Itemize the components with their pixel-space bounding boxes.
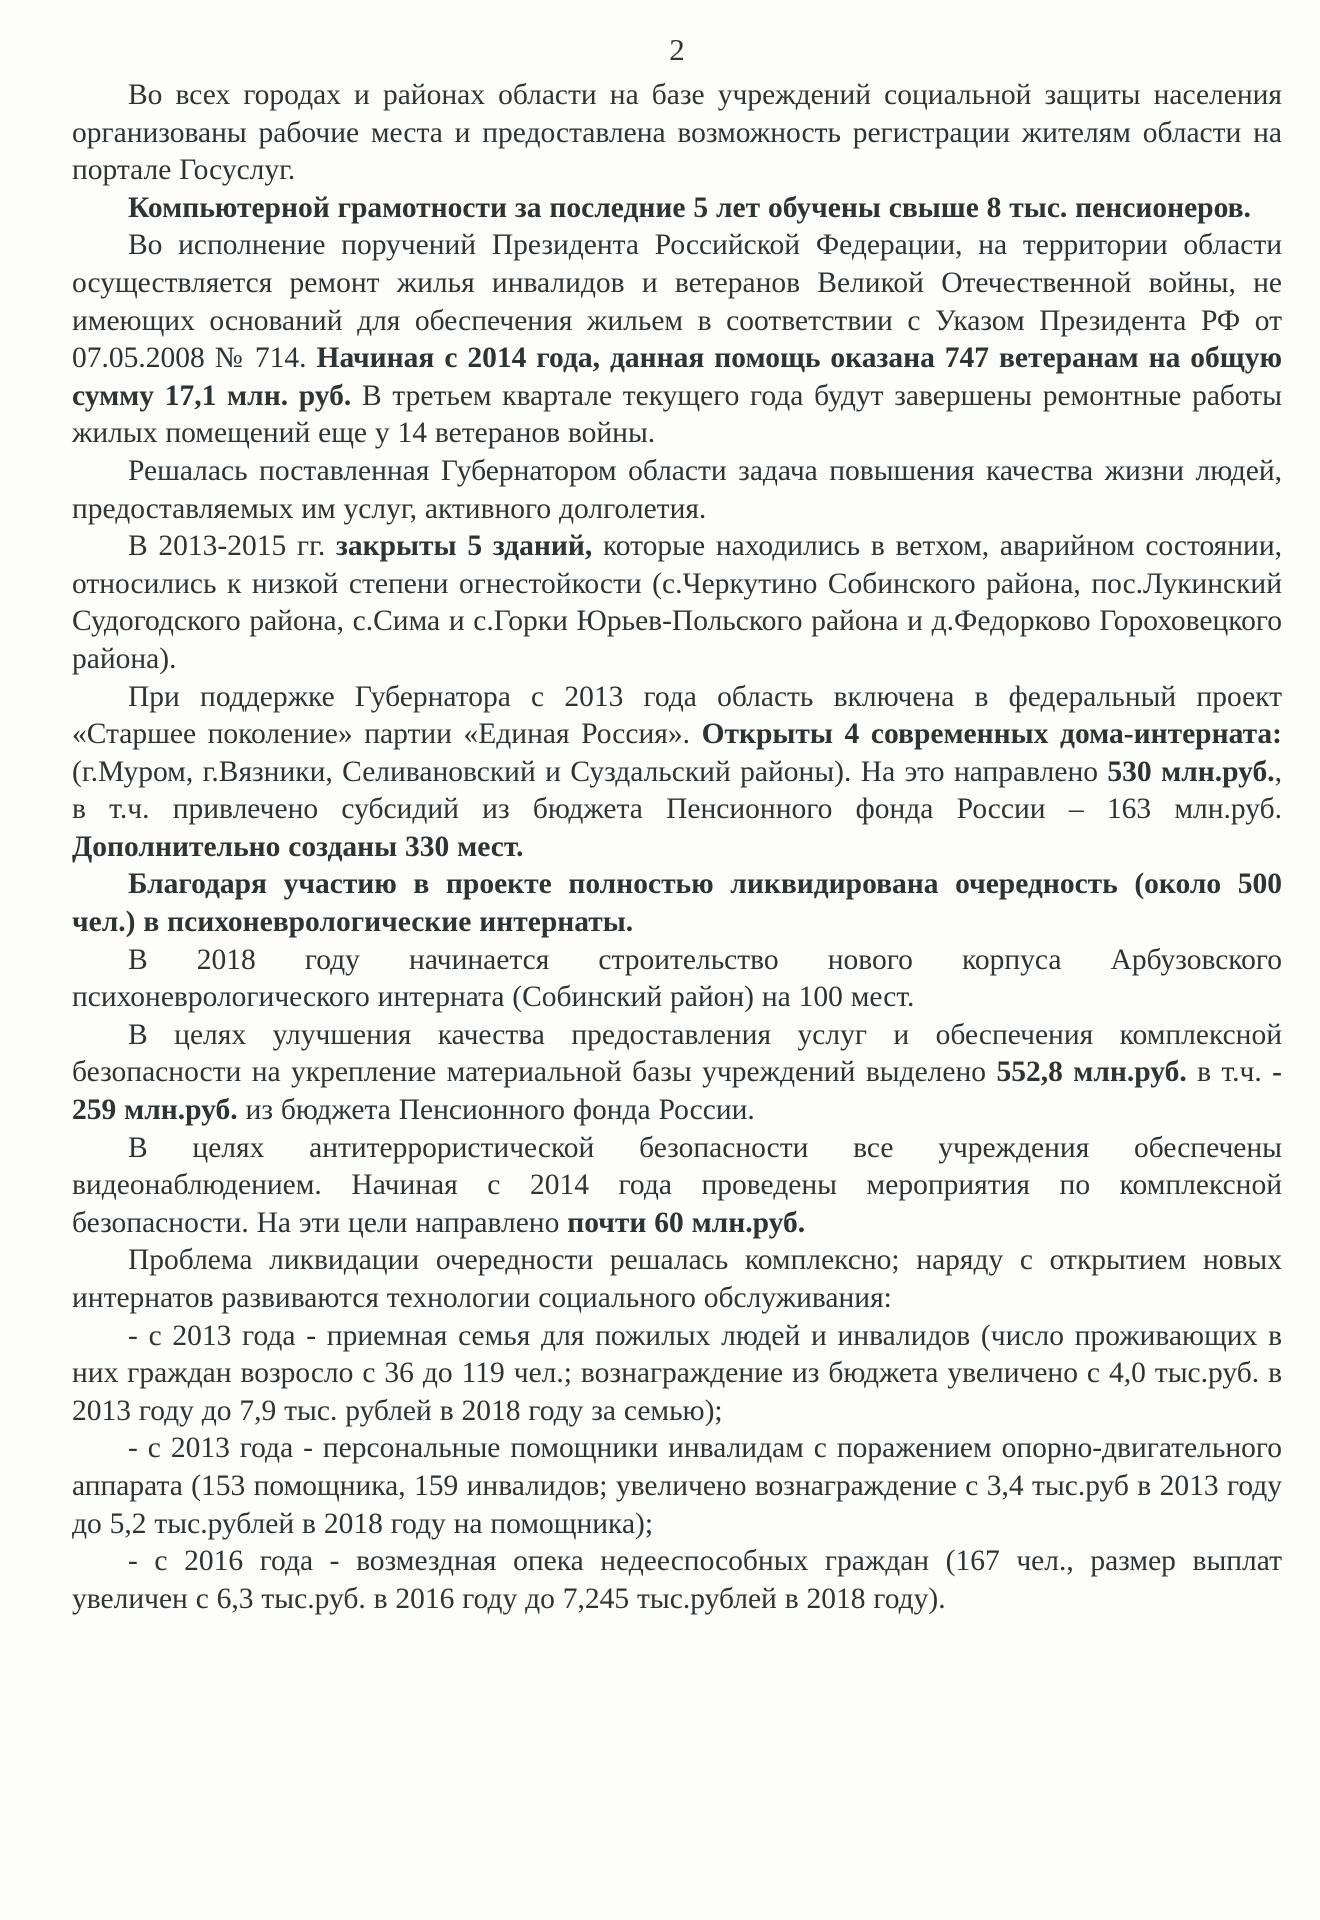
bold-text-segment: Открыты 4 современных дома-интерната: — [701, 718, 1282, 751]
paragraph-11 — [72, 1242, 1282, 1317]
paragraph-2 — [72, 190, 1282, 228]
text-segment: В третьем квартале текущего года будут завершены ремонтные работы жилых помещений еще у 14 ветеранов войны. — [72, 379, 1282, 450]
text-segment: В 2018 году начинается строительство нового корпуса Арбузовского психоневрологического интерната (Собинский район) на 100 мест. — [72, 943, 1282, 1014]
text-segment: В 2013-2015 гг. — [128, 530, 337, 563]
text-segment: (г.Муром, г.Вязники, Селивановский и Суздальский районы). На это направлено — [72, 755, 1108, 788]
bold-text-segment: закрыты 5 зданий, — [336, 530, 593, 563]
paragraph-5 — [72, 528, 1282, 678]
text-segment: в т.ч. — [1186, 1056, 1273, 1089]
document-body — [72, 77, 1282, 1618]
text-segment: Проблема ликвидации очередности решалась комплексно; наряду с открытием новых интернатов развиваются технологии социального обслуживания: — [72, 1244, 1282, 1314]
page-number: 2 — [669, 32, 685, 67]
paragraph-13 — [72, 1430, 1282, 1543]
bold-text-segment: 552,8 млн.руб. — [996, 1056, 1187, 1089]
text-segment: которые находились в ветхом, аварийном состоянии, относились к низкой степени огнестойкости (с.Черкутино Собинского района, пос.Лукинский Судогодского района, с.Сима и с.Горки Юрьев-Польского района и д.Федорково Гороховецкого района). — [72, 530, 1282, 675]
paragraph-7 — [72, 866, 1282, 941]
paragraph-9 — [72, 1017, 1282, 1130]
bold-text-segment: почти 60 млн.руб. — [567, 1206, 806, 1239]
text-segment: При поддержке Губернатора с 2013 года область включена в федеральный проект «Старшее поколение» партии «Единая Россия». — [72, 680, 1282, 751]
bold-text-segment: Дополнительно созданы 330 мест. — [72, 830, 524, 863]
bold-text-segment: - 259 млн.руб. — [72, 1056, 1282, 1127]
bold-text-segment: Благодаря участию в проекте полностью ликвидирована очередность (около 500 чел.) в психоневрологические интернаты. — [72, 868, 1282, 939]
bold-text-segment: 530 млн.руб. — [1107, 755, 1275, 788]
bold-text-segment: Начиная с 2014 года, данная помощь оказана 747 ветеранам на общую сумму 17,1 млн. руб. — [72, 342, 1282, 412]
paragraph-10 — [72, 1130, 1282, 1243]
text-segment: Во всех городах и районах области на базе учреждений социальной защиты населения организованы рабочие места и предоставлена возможность регистрации жителям области на портале Госуслуг. — [72, 79, 1282, 187]
paragraph-4 — [72, 453, 1282, 528]
text-segment: В целях улучшения качества предоставления услуг и обеспечения комплексной безопасности на укрепление материальной базы учреждений выделено — [72, 1018, 1282, 1089]
paragraph-1 — [72, 77, 1282, 190]
paragraph-8 — [72, 942, 1282, 1017]
text-segment: В целях антитеррористической безопасности все учреждения обеспечены видеонаблюдением. Начиная с 2014 года проведены мероприятия по комплексной безопасности. На эти цели направлено — [72, 1131, 1282, 1239]
text-segment: Во исполнение поручений Президента Российской Федерации, на территории области осуществляется ремонт жилья инвалидов и ветеранов Великой Отечественной войны, не имеющих оснований для обеспечения жильем в соответствии с Указом Президента РФ от 07.05.2008 № 714. — [72, 229, 1282, 375]
paragraph-6 — [72, 679, 1282, 867]
paragraph-12 — [72, 1318, 1282, 1431]
text-segment: из бюджета Пенсионного фонда России. — [237, 1094, 755, 1127]
text-segment: - с 2016 года - возмездная опека недееспособных граждан (167 чел., размер выплат увеличен с 6,3 тыс.руб. в 2016 году до 7,245 тыс.рублей в 2018 году). — [72, 1545, 1282, 1615]
paragraph-14 — [72, 1543, 1282, 1618]
text-segment: , в т.ч. привлечено субсидий из бюджета Пенсионного фонда России – 163 млн.руб. — [72, 755, 1282, 826]
text-segment: - с 2013 года - персональные помощники инвалидам с поражением опорно-двигательного аппарата (153 помощника, 159 инвалидов; увеличено вознаграждение с 3,4 тыс.руб в 2013 году до 5,2 тыс.рублей в 2018 году на помощника); — [72, 1432, 1282, 1540]
text-segment: Решалась поставленная Губернатором области задача повышения качества жизни людей, предоставляемых им услуг, активного долголетия. — [72, 454, 1282, 525]
bold-text-segment: Компьютерной грамотности за последние 5 лет обучены свыше 8 тыс. пенсионеров. — [128, 191, 1251, 224]
paragraph-3 — [72, 227, 1282, 453]
text-segment: - с 2013 года - приемная семья для пожилых людей и инвалидов (число проживающих в них граждан возросло с 36 до 119 чел.; вознаграждение из бюджета увеличено с 4,0 тыс.руб. в 2013 году до 7,9 тыс. рублей в 2018 году за семью); — [72, 1319, 1282, 1427]
